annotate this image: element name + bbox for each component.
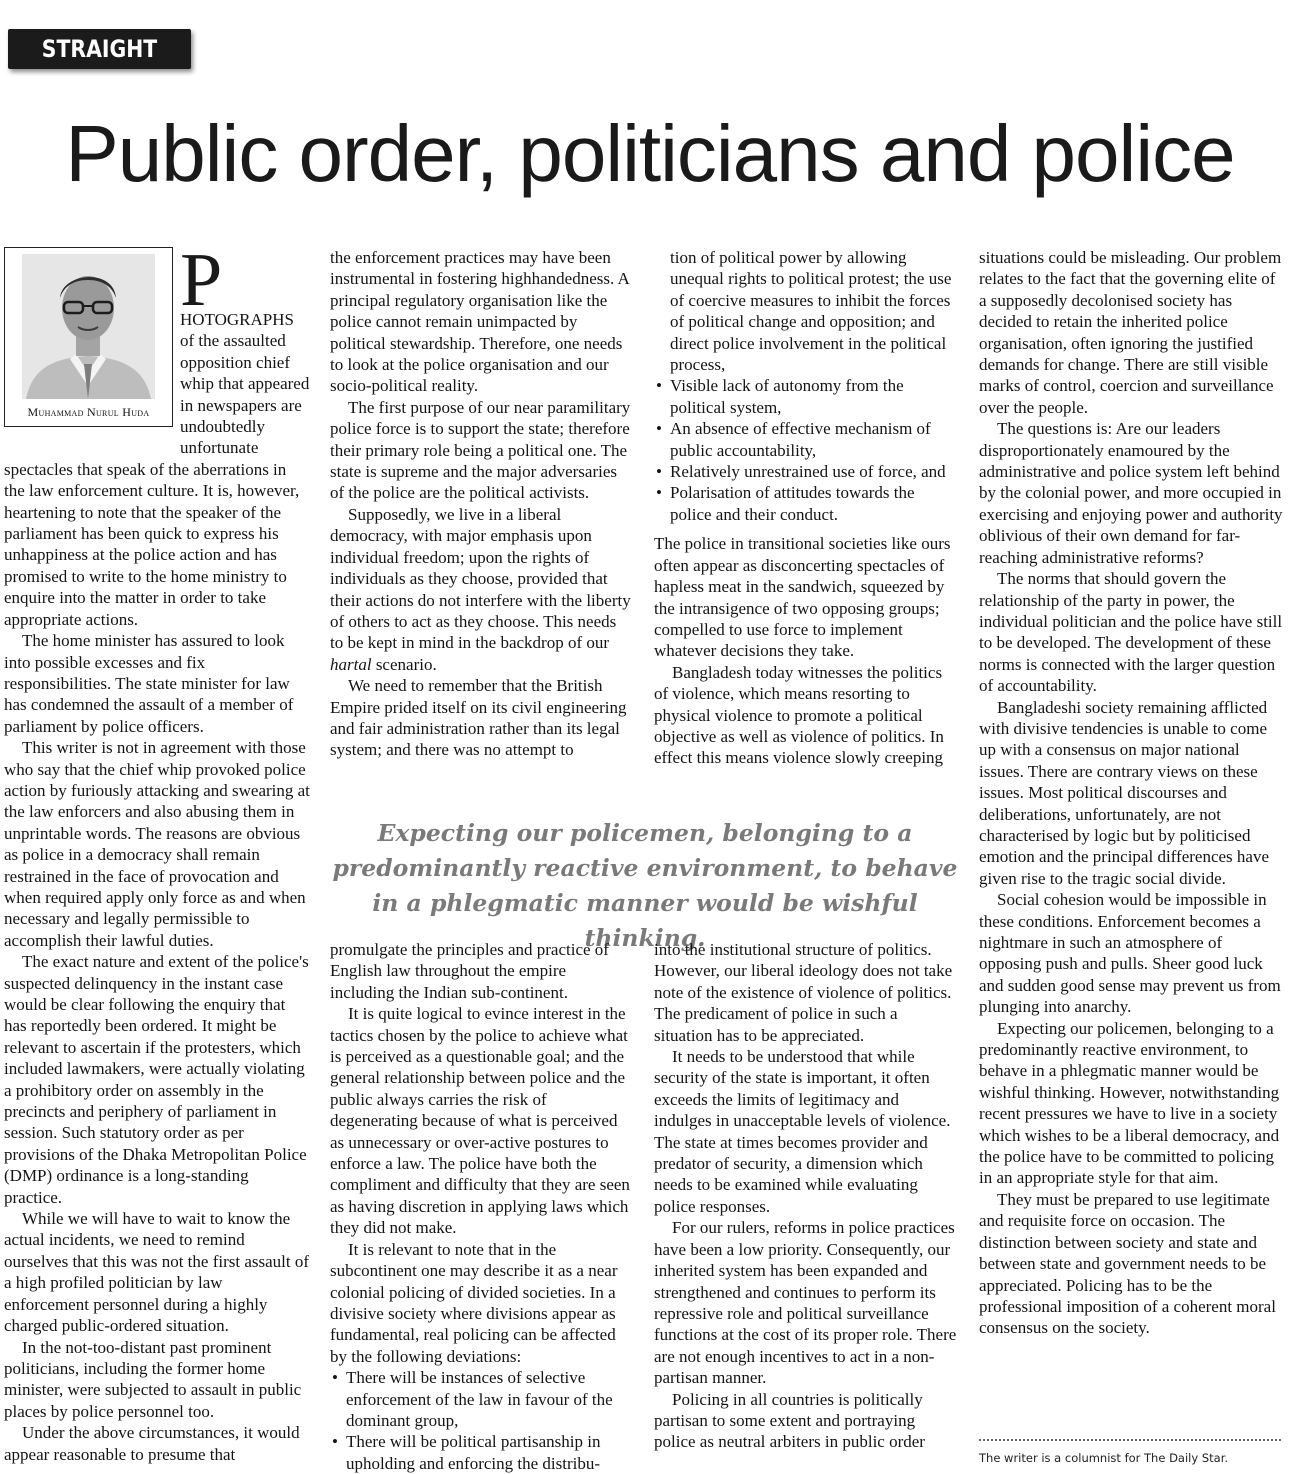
drop-cap: P bbox=[180, 238, 223, 322]
paragraph: Under the above circumstances, it would appear reasonable to presume that bbox=[4, 1423, 300, 1464]
column-1 bbox=[4, 238, 310, 1465]
paragraph: Bangladesh today witnesses the politics of violence, which means resorting to physical violence to promote a political objective as well as violence of politics. In effect this means violence slowly creeping bbox=[654, 662, 944, 768]
paragraph: The first purpose of our near paramilitary police force is to support the state; therefore their primary role being a political one. The state is supreme and the major adversaries of the police are the political activists. bbox=[330, 397, 631, 503]
bullet-list bbox=[330, 1367, 632, 1474]
text-run: scenario. bbox=[371, 654, 437, 674]
column-3-bottom bbox=[654, 939, 958, 1453]
headline: Public order, politicians and police bbox=[65, 109, 1235, 198]
italic-term: hartal bbox=[330, 654, 372, 674]
column-4 bbox=[979, 247, 1283, 1339]
paragraph: In the not-too-distant past prominent politicians, including the former home minister, were subjected to assault in public places by police personnel too. bbox=[4, 1337, 302, 1421]
paragraph: promulgate the principles and practice of English law throughout the empire including the Indian sub-continent. bbox=[330, 940, 609, 1002]
lead-text: HOTOGRAPHS of the assaulted opposition chief whip that appeared in newspapers are undoubtedly unfortunate spectacles that speak of the aberrations in the law enforcement culture. It is, however, heartening to note that the speaker of the parliament has been quick to express his unhappiness at the police action and has promised to write to the home ministry to enquire into the matter in order to take appropriate actions. bbox=[4, 310, 310, 629]
column-3-top bbox=[654, 247, 958, 769]
paragraph: It needs to be understood that while security of the state is important, it often exceeds the limits of legitimacy and indulges in unacceptable levels of violence. The state at times becomes provider and predator of security, a dimension which needs to be examined while evaluating police responses. bbox=[654, 1047, 951, 1216]
paragraph: into the institutional structure of politics. However, our liberal ideology does not take note of the existence of violence of politics. The predicament of police in such a situation has to be appreciated. bbox=[654, 940, 953, 1045]
bullet-item: • Visible lack of autonomy from the political system, bbox=[654, 375, 958, 418]
bullet-item: • Relatively unrestrained use of force, and bbox=[654, 461, 958, 482]
paragraph: It is relevant to note that in the subcontinent one may describe it as a near colonial policing of divided societies. In a divisive society where divisions appear as fundamental, real policing can be affected by the following deviations: bbox=[330, 1239, 618, 1366]
paragraph: the enforcement practices may have been instrumental in fostering highhandedness. A principal regulatory organisation like the police cannot remain unimpacted by political stewardship. Therefore, one needs to look at the police organisation and our socio-political reality. bbox=[330, 248, 629, 396]
paragraph: For our rulers, reforms in police practices have been a low priority. Consequently, our inherited system has been expanded and strengthened and continues to perform its repressive role and political surveillance functions at the cost of its proper role. There are not enough incentives to act in a non-partisan manner. bbox=[654, 1218, 957, 1388]
photo-spacer bbox=[4, 247, 180, 446]
paragraph: The norms that should govern the relationship of the party in power, the individual politician and the police have still to be developed. The development of these norms is connected with the larger question of accountability. bbox=[979, 569, 1283, 696]
bullet-item: • An absence of effective mechanism of public accountability, bbox=[654, 418, 958, 461]
column-2-bottom bbox=[330, 939, 632, 1474]
paragraph: They must be prepared to use legitimate and requisite force on occasion. The distinction between society and state and between state and government needs to be appreciated. Policing has to be the professional imposition of a coherent moral consensus on the society. bbox=[979, 1189, 1276, 1338]
kicker-label: STRAIGHT LINE bbox=[41, 35, 158, 103]
footer-divider bbox=[979, 1439, 1281, 1441]
paragraph: tion of political power by allowing unequal rights to political protest; the use of coercive measures to inhibit the forces of political change and opposition; and direct police involvement in the political process, bbox=[670, 248, 952, 375]
author-byline: Muhammad Nurul Huda bbox=[27, 405, 150, 419]
paragraph: This writer is not in agreement with those who say that the chief whip provoked police action by furiously attacking and swearing at the law enforcers and also abusing them in unprintable words. The reasons are obvious as police in a democracy shall remain restrained in the face of provocation and when required apply only force as and when necessary and legally permissible to accomplish their lawful duties. bbox=[4, 738, 310, 950]
writer-note: The writer is a columnist for The Daily Star. bbox=[979, 1451, 1229, 1465]
paragraph: The questions is: Are our leaders disproportionately enamoured by the administrative and police system left behind by the colonial power, and more occupied in exercising and enjoying power and authority oblivious of their own demand for far-reaching administrative reforms? bbox=[979, 419, 1283, 567]
paragraph bbox=[330, 504, 632, 675]
bullet-item: • There will be political partisanship in upholding and enforcing the distribu- bbox=[330, 1431, 632, 1474]
paragraph: The exact nature and extent of the police's suspected delinquency in the instant case would be clear following the enquiry that has reportedly been ordered. It might be relevant to ascertain if the protesters, which included lawmakers, were actually violating a prohibitory order on assembly in the precincts and periphery of parliament in session. Such statutory order as per provisions of the Dhaka Metropolitan Police (DMP) ordinance is a long-standing practice. bbox=[4, 952, 309, 1207]
pull-quote: Expecting our policemen, belonging to a predominantly reactive environment, to behave in a phlegmatic manner would be wishful thinking. bbox=[332, 819, 958, 952]
bullet-item: • There will be instances of selective enforcement of the law in favour of the dominant group, bbox=[330, 1367, 632, 1431]
paragraph: Expecting our policemen, belonging to a predominantly reactive environment, to behave in a phlegmatic manner would be wishful thinking. However, notwithstanding recent pressures we have to live in a society which wishes to be a liberal democracy, and the police have to be committed to policing in an appropriate style for that aim. bbox=[979, 1018, 1280, 1188]
bullet-item: • Polarisation of attitudes towards the police and their conduct. bbox=[654, 482, 958, 525]
paragraph: situations could be misleading. Our problem relates to the fact that the governing elite of a supposedly decolonised society has decided to retain the inherited police organisation, often ignoring the justified demands for change. There are still visible marks of control, coercion and surveillance over the people. bbox=[979, 248, 1282, 417]
paragraph: We need to remember that the British Empire prided itself on its civil engineering and fair administration rather than its legal system; and there was no attempt to bbox=[330, 676, 627, 760]
paragraph: The home minister has assured to look into possible excesses and fix responsibilities. The state minister for law has condemned the assault of a member of parliament by police officers. bbox=[4, 631, 294, 736]
text-run: Supposedly, we live in a liberal democracy, with major emphasis upon individual freedom; upon the rights of individuals as they choose, provided that their actions do not interfere with the liberty of others to act as they choose. This needs to be kept in mind in the backdrop of our bbox=[330, 504, 631, 653]
section-kicker bbox=[8, 29, 191, 103]
paragraph: Policing in all countries is politically partisan to some extent and portraying police as neutral arbiters in public order bbox=[654, 1389, 925, 1452]
paragraph: Bangladeshi society remaining afflicted with divisive tendencies is unable to come up with a consensus on major national issues. There are contrary views on these issues. Most political discourses and deliberations, unfortunately, are not characterised by logic but by politicised emotion and the principal differences have given rise to the tragic social divide. bbox=[979, 697, 1269, 888]
paragraph: The police in transitional societies like ours often appear as disconcerting spectacles of hapless meat in the sandwich, squeezed by the intransigence of two opposing groups; compelled to use force to implement whatever decisions they take. bbox=[654, 534, 951, 661]
paragraph: It is quite logical to evince interest in the tactics chosen by the police to achieve what is perceived as a questionable goal; and the general relationship between police and the public always carries the risk of degenerating because of what is perceived as unnecessary or over-active postures to enforce a law. The police have both the compliment and difficulty that they are seen as having discretion in applying laws which they did not make. bbox=[330, 1004, 630, 1238]
paragraph: While we will have to wait to know the actual incidents, we need to remind ourselves that this was not the first assault of a high profiled politician by law enforcement personnel during a highly charged public-ordered situation. bbox=[4, 1209, 310, 1336]
bullet-list bbox=[654, 375, 958, 525]
paragraph: Social cohesion would be impossible in these conditions. Enforcement becomes a nightmare in such an atmosphere of opposing push and pulls. Sheer good luck and sudden good sense may prevent us from plunging into anarchy. bbox=[979, 890, 1281, 1017]
column-2-top bbox=[330, 247, 632, 761]
